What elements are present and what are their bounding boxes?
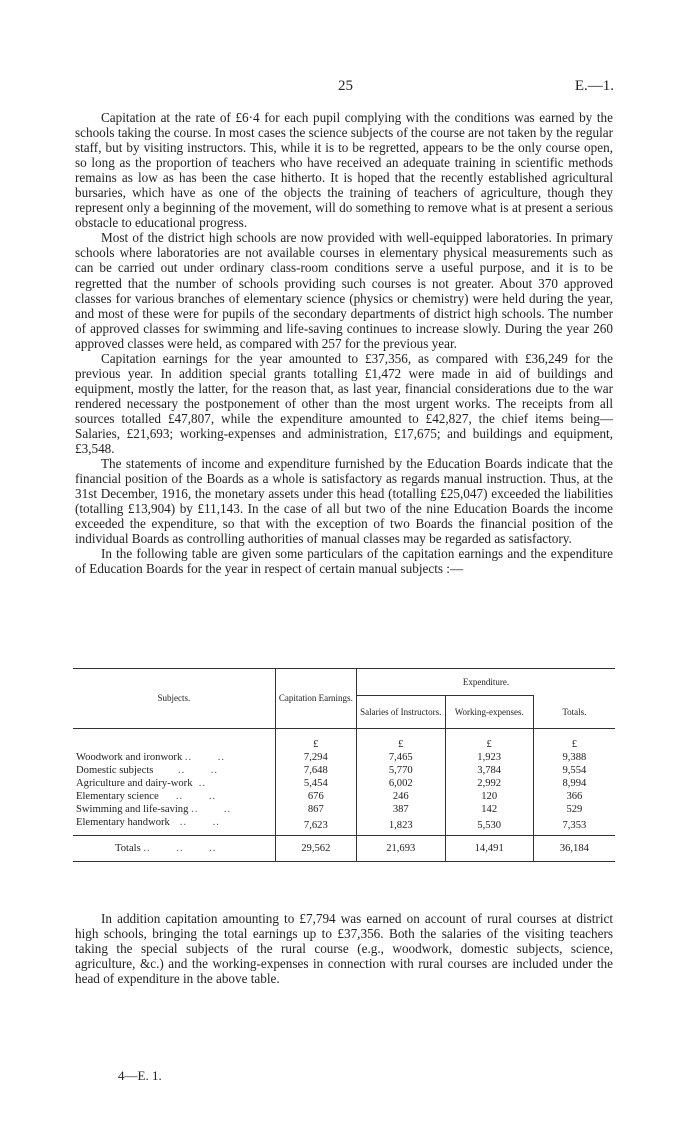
footer-signature: 4—E. 1. xyxy=(118,1068,162,1083)
cell-salaries: 1,823 xyxy=(356,816,445,836)
header-subjects: Subjects. xyxy=(73,669,275,729)
cell-working: 1,923 xyxy=(445,751,533,764)
cell-capitation: 676 xyxy=(275,790,356,803)
total-totals: 36,184 xyxy=(533,835,615,861)
cell-totals: 529 xyxy=(533,803,615,816)
paragraph-financial-statements: The statements of income and expenditure furnished by the Education Boards indicate that the financial position of the Boards as a whole is satisfactory as regards manual instruction. Thus, at the 31st December, 1916, the monetary assets under this head (totalling £25,047) exceeded the liabilities (totalling £13,904) by £11,143. In the case of all but two of the nine Education Boards the income exceeded the expenditure, so that with the exception of two Boards the financial position of the individual Boards as controlling authorities of manual classes may be regarded as satisfactory. xyxy=(75,456,613,547)
paragraph-capitation-earnings: Capitation earnings for the year amounted to £37,356, as compared with £36,249 for the previous year. In addition special grants totalling £1,472 were made in aid of buildings and equipment, mostly the latter, for the reason that, as last year, financial considerations due to the war rendered necessary the postponement of other than the most urgent works. The receipts from all sources totalled £47,807, while the expenditure amounted to £42,827, the chief items being—Salaries, £21,693; working-expenses and administration, £17,675; and buildings and equipment, £3,548. xyxy=(75,350,613,457)
currency-working: £ xyxy=(445,729,533,751)
table-row: Woodwork and ironwork .. .. 7,294 7,465 1,923 9,388 xyxy=(73,751,615,764)
closing-text xyxy=(75,911,613,986)
cell-totals: 9,388 xyxy=(533,751,615,764)
cell-totals: 9,554 xyxy=(533,764,615,777)
paragraph-laboratories: Most of the district high schools are now provided with well-equipped laboratories. In primary schools where laboratories are not available courses in elementary physical measurements such as can be carried out under ordinary class-room conditions serve a useful purpose, and it is to be regretted that the number of schools providing such courses is not greater. About 370 approved classes for various branches of elementary science (physics or chemistry) were held during the year, and most of these were for pupils of the secondary departments of district high schools. The number of approved classes for swimming and life-saving continues to increase slowly. During the year 260 approved classes were held, as compared with 257 for the previous year. xyxy=(75,230,613,351)
table-row: Elementary science .. .. 676 246 120 366 xyxy=(73,790,615,803)
cell-working: 3,784 xyxy=(445,764,533,777)
header-capitation: Capitation Earnings. xyxy=(275,669,356,729)
cell-salaries: 6,002 xyxy=(356,777,445,790)
cell-salaries: 246 xyxy=(356,790,445,803)
header-working: Working-expenses. xyxy=(445,696,533,729)
body-text xyxy=(75,110,613,576)
document-code: E.—1. xyxy=(574,78,614,94)
cell-salaries: 7,465 xyxy=(356,751,445,764)
cell-salaries: 387 xyxy=(356,803,445,816)
total-salaries: 21,693 xyxy=(356,835,445,861)
currency-salaries: £ xyxy=(356,729,445,751)
cell-working: 5,530 xyxy=(445,816,533,836)
paragraph-table-intro: In the following table are given some particulars of the capitation earnings and the expenditure of Education Boards for the year in respect of certain manual subjects :— xyxy=(75,546,613,577)
cell-capitation: 5,454 xyxy=(275,777,356,790)
row-subject: Woodwork and ironwork xyxy=(76,751,183,763)
totals-label: Totals xyxy=(115,842,141,854)
row-subject: Elementary handwork xyxy=(76,816,170,828)
header-expenditure: Expenditure. xyxy=(356,669,615,696)
cell-capitation: 7,623 xyxy=(275,816,356,836)
cell-salaries: 5,770 xyxy=(356,764,445,777)
row-subject: Domestic subjects xyxy=(76,764,154,776)
table-row: Agriculture and dairy-work .. 5,454 6,002 2,992 8,994 xyxy=(73,777,615,790)
paragraph-capitation-rate: Capitation at the rate of £6·4 for each pupil complying with the conditions was earned by the schools taking the course. In most cases the science subjects of the course are not taken by the regular staff, but by visiting instructors. This, while it is to be regretted, appears to be the only course open, so long as the proportion of teachers who have received an adequate training in scientific methods remains as low as has been the case hitherto. It is hoped that the recently established agricultural bursaries, which have as one of the objects the training of teachers of agriculture, though they represent only a beginning of the movement, will do something to remove what is at present a serious obstacle to educational progress. xyxy=(75,110,613,231)
header-totals: Totals. xyxy=(533,696,615,729)
cell-capitation: 7,294 xyxy=(275,751,356,764)
cell-working: 120 xyxy=(445,790,533,803)
row-subject: Agriculture and dairy-work xyxy=(76,777,193,789)
cell-working: 142 xyxy=(445,803,533,816)
table-row: Elementary handwork .. .. 7,623 1,823 5,530 7,353 xyxy=(73,816,615,836)
cell-working: 2,992 xyxy=(445,777,533,790)
expenditure-table xyxy=(73,668,615,862)
table-row: Swimming and life-saving .. .. 867 387 142 529 xyxy=(73,803,615,816)
paragraph-rural-courses: In addition capitation amounting to £7,794 was earned on account of rural courses at district high schools, bringing the total earnings up to £37,356. Both the salaries of the visiting teachers taking the special subjects of the rural course (e.g., woodwork, domestic subjects, science, agriculture, &c.) and the working-expenses in connection with rural courses are included under the head of expenditure in the above table. xyxy=(75,911,613,987)
table-row: Domestic subjects .. .. 7,648 5,770 3,784 9,554 xyxy=(73,764,615,777)
currency-totals: £ xyxy=(533,729,615,751)
cell-totals: 7,353 xyxy=(533,816,615,836)
total-working: 14,491 xyxy=(445,835,533,861)
currency-capitation: £ xyxy=(275,729,356,751)
row-subject: Swimming and life-saving xyxy=(76,803,189,815)
totals-row: Totals .. .. .. 29,562 21,693 14,491 36,184 xyxy=(73,835,615,861)
row-subject: Elementary science xyxy=(76,790,159,802)
cell-capitation: 7,648 xyxy=(275,764,356,777)
page-number: 25 xyxy=(338,78,353,94)
total-capitation: 29,562 xyxy=(275,835,356,861)
header-salaries: Salaries of Instructors. xyxy=(356,696,445,729)
cell-capitation: 867 xyxy=(275,803,356,816)
cell-totals: 366 xyxy=(533,790,615,803)
cell-totals: 8,994 xyxy=(533,777,615,790)
